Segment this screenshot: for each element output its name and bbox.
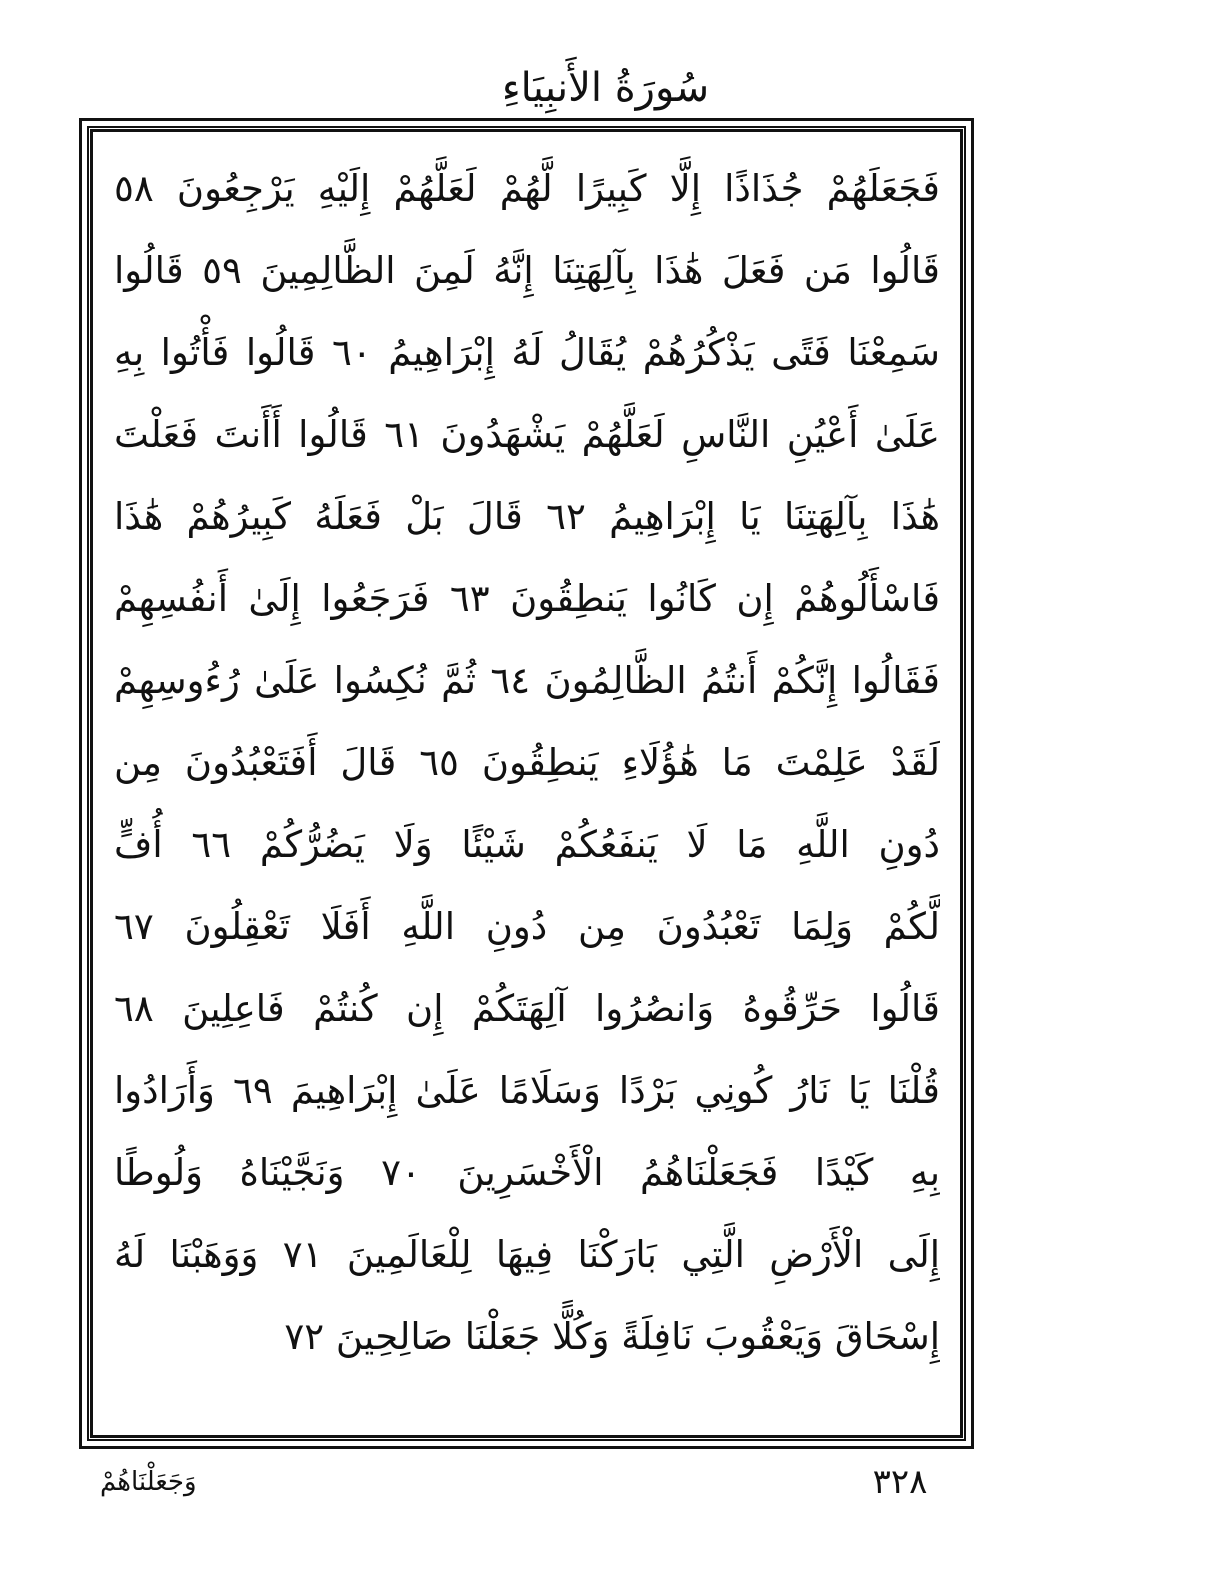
text-line: فَقَالُوا إِنَّكُمْ أَنتُمُ الظَّالِمُونَ ٦٤ ثُمَّ نُكِسُوا عَلَىٰ رُءُوسِهِمْ [114, 659, 940, 702]
surah-title: سُورَةُ الأَنبِيَاءِ [501, 65, 710, 111]
text-line: لَّكُمْ وَلِمَا تَعْبُدُونَ مِن دُونِ اللَّهِ أَفَلَا تَعْقِلُونَ ٦٧ [114, 905, 940, 948]
text-line: بِهِ كَيْدًا فَجَعَلْنَاهُمُ الْأَخْسَرِينَ ٧٠ وَنَجَّيْنَاهُ وَلُوطًا [114, 1151, 940, 1194]
text-line: إِسْحَاقَ وَيَعْقُوبَ نَافِلَةً وَكُلًّا جَعَلْنَا صَالِحِينَ ٧٢ [284, 1315, 940, 1358]
text-line: فَاسْأَلُوهُمْ إِن كَانُوا يَنطِقُونَ ٦٣ فَرَجَعُوا إِلَىٰ أَنفُسِهِمْ [114, 577, 940, 620]
verse-text-block [102, 140, 952, 1425]
page-number: ٣٢٨ [872, 1462, 928, 1502]
text-line: قُلْنَا يَا نَارُ كُونِي بَرْدًا وَسَلَامًا عَلَىٰ إِبْرَاهِيمَ ٦٩ وَأَرَادُوا [114, 1069, 940, 1112]
text-line: فَجَعَلَهُمْ جُذَاذًا إِلَّا كَبِيرًا لَّهُمْ لَعَلَّهُمْ إِلَيْهِ يَرْجِعُونَ ٥٨ [114, 167, 940, 210]
text-line: قَالُوا مَن فَعَلَ هَٰذَا بِآلِهَتِنَا إِنَّهُ لَمِنَ الظَّالِمِينَ ٥٩ قَالُوا [114, 249, 940, 292]
text-line: هَٰذَا بِآلِهَتِنَا يَا إِبْرَاهِيمُ ٦٢ قَالَ بَلْ فَعَلَهُ كَبِيرُهُمْ هَٰذَا [114, 495, 940, 538]
text-line: سَمِعْنَا فَتًى يَذْكُرُهُمْ يُقَالُ لَهُ إِبْرَاهِيمُ ٦٠ قَالُوا فَأْتُوا بِهِ [114, 331, 940, 374]
catchword: وَجَعَلْنَاهُمْ [100, 1467, 197, 1497]
text-line: عَلَىٰ أَعْيُنِ النَّاسِ لَعَلَّهُمْ يَشْهَدُونَ ٦١ قَالُوا أَأَنتَ فَعَلْتَ [114, 413, 940, 456]
text-line: لَقَدْ عَلِمْتَ مَا هَٰؤُلَاءِ يَنطِقُونَ ٦٥ قَالَ أَفَتَعْبُدُونَ مِن [114, 741, 940, 784]
text-line: إِلَى الْأَرْضِ الَّتِي بَارَكْنَا فِيهَا لِلْعَالَمِينَ ٧١ وَوَهَبْنَا لَهُ [114, 1233, 940, 1276]
text-line: قَالُوا حَرِّقُوهُ وَانصُرُوا آلِهَتَكُمْ إِن كُنتُمْ فَاعِلِينَ ٦٨ [114, 987, 940, 1030]
text-line: دُونِ اللَّهِ مَا لَا يَنفَعُكُمْ شَيْئًا وَلَا يَضُرُّكُمْ ٦٦ أُفٍّ [114, 823, 940, 866]
